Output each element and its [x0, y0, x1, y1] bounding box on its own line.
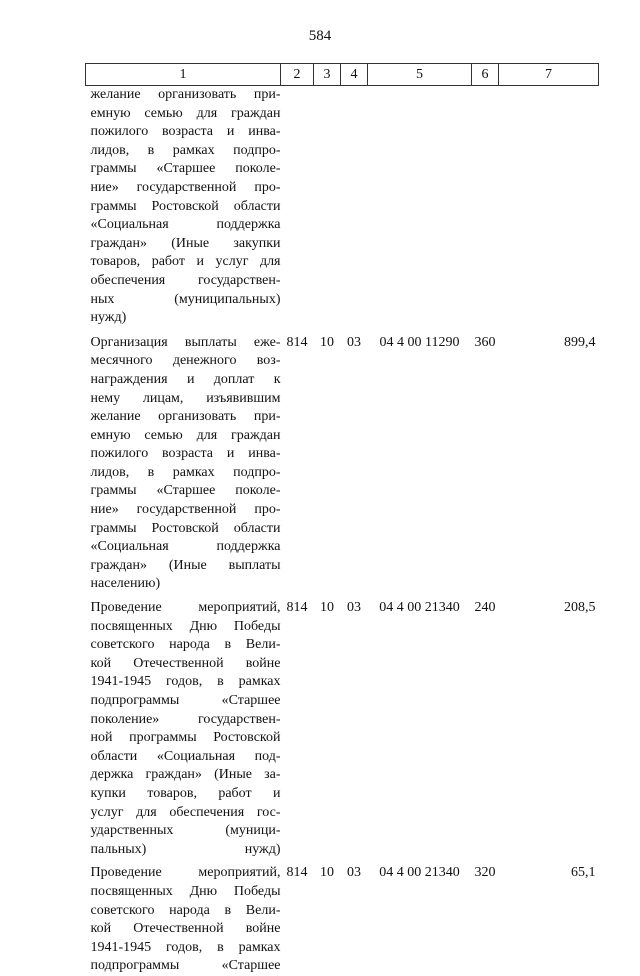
description-line: области «Социальная под-	[90, 748, 281, 764]
section-code-cell: 10	[320, 865, 334, 881]
expense-type-cell: 240	[474, 600, 496, 616]
description-line: посвященных Дню Победы	[90, 883, 281, 899]
table-body	[86, 86, 599, 976]
description-line: ние» государственной про-	[90, 179, 281, 195]
subsection-code-cell: 03	[347, 600, 361, 616]
ministry-code-cell: 814	[286, 334, 308, 350]
description-line: 1941-1945 годов, в рамках	[90, 674, 281, 690]
description-line: кой Отечественной войне	[90, 921, 281, 937]
description-line: ние» государственной про-	[90, 502, 281, 518]
column-header-1: 1	[86, 64, 281, 86]
column-header-4: 4	[341, 64, 368, 86]
description-line: купки товаров, работ и	[90, 785, 281, 801]
table-row	[86, 86, 599, 328]
table-row	[86, 864, 599, 976]
description-line: ной программы Ростовской	[90, 730, 281, 746]
section-code-cell: 10	[320, 334, 334, 350]
table-header-row	[86, 64, 599, 86]
expense-type-cell	[472, 86, 499, 328]
column-header-3: 3	[314, 64, 341, 86]
column-header-6: 6	[472, 64, 499, 86]
description-line: советского народа в Вели-	[90, 637, 281, 653]
column-header-5: 5	[368, 64, 472, 86]
expense-description	[86, 864, 281, 976]
description-line: желание организовать при-	[90, 87, 281, 102]
description-line: держка граждан» (Иные за-	[90, 767, 281, 783]
description-line: подпрограммы «Старшее	[90, 693, 281, 708]
description-line: советского народа в Вели-	[90, 902, 281, 918]
description-line: товаров, работ и услуг для	[90, 254, 281, 270]
description-line: граммы Ростовской области	[90, 520, 281, 536]
table-row	[86, 334, 599, 594]
description-line: лидов, в рамках подпро-	[90, 142, 281, 158]
ministry-code-cell: 814	[286, 600, 308, 616]
description-line: пальных) нужд)	[90, 841, 281, 857]
description-line: поколение» государствен-	[90, 711, 281, 727]
expense-description	[86, 599, 281, 859]
amount-cell: 899,4	[564, 334, 596, 350]
description-line: желание организовать при-	[90, 409, 281, 425]
target-article-cell	[368, 86, 472, 328]
target-article-cell: 04 4 00 11290	[379, 334, 460, 350]
description-line: пожилого возраста и инва-	[90, 446, 281, 462]
target-article-cell: 04 4 00 21340	[379, 600, 460, 616]
description-line: ударственных (муници-	[90, 823, 281, 839]
description-line: граждан» (Иные закупки	[90, 235, 281, 251]
amount-cell: 65,1	[571, 865, 596, 881]
description-line: Проведение мероприятий,	[90, 865, 281, 881]
amount-cell: 208,5	[564, 600, 596, 616]
section-code-cell: 10	[320, 600, 334, 616]
description-line: граммы Ростовской области	[90, 198, 281, 214]
description-line: емную семью для граждан	[90, 105, 281, 121]
column-header-2: 2	[281, 64, 314, 86]
description-line: ных (муниципальных)	[90, 291, 281, 307]
description-line: награждения и доплат к	[90, 371, 281, 387]
expense-description	[86, 86, 281, 328]
subsection-code-cell: 03	[347, 865, 361, 881]
description-line: посвященных Дню Победы	[90, 618, 281, 634]
ministry-code-cell: 814	[286, 865, 308, 881]
description-line: Проведение мероприятий,	[90, 600, 281, 616]
description-line: «Социальная поддержка	[90, 539, 281, 555]
description-line: нужд)	[90, 310, 127, 326]
description-line: «Социальная поддержка	[90, 217, 281, 233]
expense-description	[86, 334, 281, 594]
description-line: 1941-1945 годов, в рамках	[90, 939, 281, 955]
budget-table	[85, 63, 599, 976]
table-row	[86, 599, 599, 859]
description-line: емную семью для граждан	[90, 427, 281, 443]
subsection-code-cell: 03	[347, 334, 361, 350]
description-line: услуг для обеспечения гос-	[90, 804, 281, 820]
description-line: пожилого возраста и инва-	[90, 124, 281, 140]
description-line: лидов, в рамках подпро-	[90, 464, 281, 480]
description-line: граммы «Старшее поколе-	[90, 161, 281, 177]
description-line: населению)	[90, 576, 161, 592]
subsection-code-cell	[341, 86, 368, 328]
description-line: нему лицам, изъявившим	[90, 390, 281, 406]
target-article-cell: 04 4 00 21340	[379, 865, 460, 881]
page-number: 584	[308, 28, 332, 44]
description-line: кой Отечественной войне	[90, 655, 281, 671]
description-line: подпрограммы «Старшее	[90, 958, 281, 974]
description-line: месячного денежного воз-	[90, 353, 281, 369]
description-line: обеспечения государствен-	[90, 272, 281, 288]
section-code-cell	[314, 86, 341, 328]
description-line: граждан» (Иные выплаты	[90, 557, 281, 573]
amount-cell	[499, 86, 599, 328]
ministry-code-cell	[281, 86, 314, 328]
expense-type-cell: 320	[474, 865, 496, 881]
expense-type-cell: 360	[474, 334, 496, 350]
column-header-7: 7	[499, 64, 599, 86]
description-line: Организация выплаты еже-	[90, 334, 281, 350]
description-line: граммы «Старшее поколе-	[90, 483, 281, 499]
